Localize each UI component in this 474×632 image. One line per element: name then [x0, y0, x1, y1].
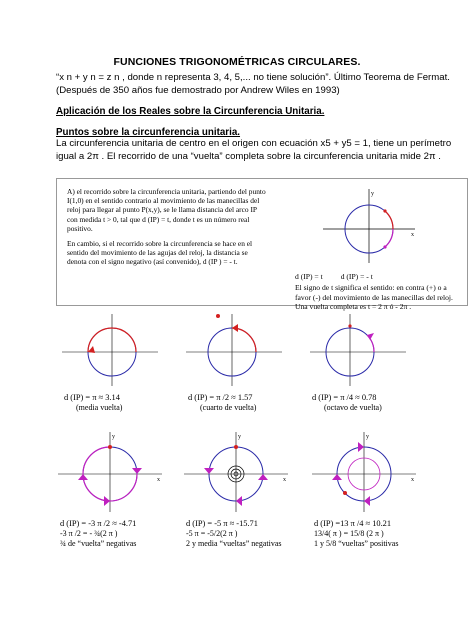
quote-line: (Después de 350 años fue demostrado por Andrew Wiles en 1993): [56, 84, 340, 96]
unit-circle-diagram: [308, 312, 408, 388]
figure-one-and-five-eighths-positive: [310, 430, 436, 549]
explanation-figure: [295, 187, 463, 312]
arc-formula: d (IP) = π /2 ≈ 1.57: [188, 393, 253, 402]
explanation-box: [56, 178, 468, 312]
axis-label-y: y: [112, 434, 115, 440]
arc-equation: -3 π /2 = - ¾(2 π ): [60, 529, 118, 538]
arc-note: ¾ de “vuelta” negativas: [60, 539, 137, 548]
axis-label-y: y: [366, 434, 369, 440]
unit-circle-diagram: [60, 312, 160, 388]
axis-label-x: x: [283, 477, 286, 483]
arc-equation: 13/4( π ) = 15/8 (2 π ): [314, 529, 384, 538]
unit-circle-diagram: [56, 430, 166, 514]
arc-note: (cuarto de vuelta): [200, 403, 257, 412]
arc-note: 1 y 5/8 “vueltas” positivas: [314, 539, 399, 548]
unit-circle-diagram: [319, 187, 419, 265]
arc-formula: d (IP) =13 π /4 ≈ 10.21: [314, 519, 392, 528]
axis-label-x: x: [157, 477, 160, 483]
arc-equation: -5 π = -5/2(2 π ): [186, 529, 238, 538]
unit-circle-diagram: [310, 430, 420, 514]
axis-label-x: x: [411, 232, 414, 238]
figure-half-turn: [60, 312, 180, 413]
figure-two-and-half-negative: [182, 430, 308, 549]
axis-label-y: y: [238, 434, 241, 440]
arc-formula: d (IP) = -3 π /2 ≈ -4.71: [60, 519, 137, 528]
arc-formula: d (IP) = π ≈ 3.14: [64, 393, 120, 402]
arc-note: (media vuelta): [76, 403, 123, 412]
quote-line: “x n + y n = z n , donde n representa 3, 4, 5,... no tiene solución”. Último Teorema de Fermat.: [56, 72, 450, 83]
negative-distance-label: d (IP) = - t: [340, 272, 373, 281]
axis-label-y: y: [371, 191, 374, 197]
page-title: FUNCIONES TRIGONOMÉTRICAS CIRCULARES.: [113, 56, 361, 68]
figure-quarter-turn: [184, 312, 304, 413]
figure-three-quarter-negative: [56, 430, 182, 549]
axis-label-x: x: [411, 477, 414, 483]
figure-eighth-turn: [308, 312, 428, 413]
fermat-quote: [56, 72, 456, 97]
section-heading: Aplicación de los Reales sobre la Circunferencia Unitaria.: [56, 106, 325, 117]
explanation-paragraph: A) el recorrido sobre la circunferencia unitaria, partiendo del punto I(1,0) en el sentido contrario al movimiento de las manecillas del reloj para llegar al punto P(x,y), se le llama distancia del arco IP con medida t > 0, tal que d (IP) = t, donde t es un número real positivo.: [67, 187, 266, 233]
positive-distance-label: d (IP) = t: [295, 272, 323, 281]
arc-note: (octavo de vuelta): [324, 403, 382, 412]
unit-circle-diagram: [184, 312, 284, 388]
arc-note: 2 y media “vueltas” negativas: [186, 539, 282, 548]
explanation-paragraph: En cambio, si el recorrido sobre la circunferencia se hace en el sentido del movimiento de las agujas del reloj, la distancia se denota con el signo negativo (así convenido), d (IP ) = - t.: [67, 239, 253, 267]
sign-caption: El signo de t significa el sentido: en contra (+) o a favor (-) del movimiento de las manecillas del reloj. Una vuelta completa es t = 2 π ó - 2π .: [295, 283, 453, 312]
explanation-text: [67, 187, 267, 273]
arc-formula: d (IP) = -5 π ≈ -15.71: [186, 519, 258, 528]
intro-paragraph: La circunferencia unitaria de centro en el origen con ecuación x5 + y5 = 1, tiene un perímetro igual a 2π . El recorrido de una “vuelta” completa sobre la circunferencia unitaria mide 2π .: [56, 138, 452, 162]
section-subheading: Puntos sobre la circunferencia unitaria.: [56, 127, 241, 138]
arc-formula: d (IP) = π /4 ≈ 0.78: [312, 393, 377, 402]
unit-circle-diagram: [182, 430, 292, 514]
